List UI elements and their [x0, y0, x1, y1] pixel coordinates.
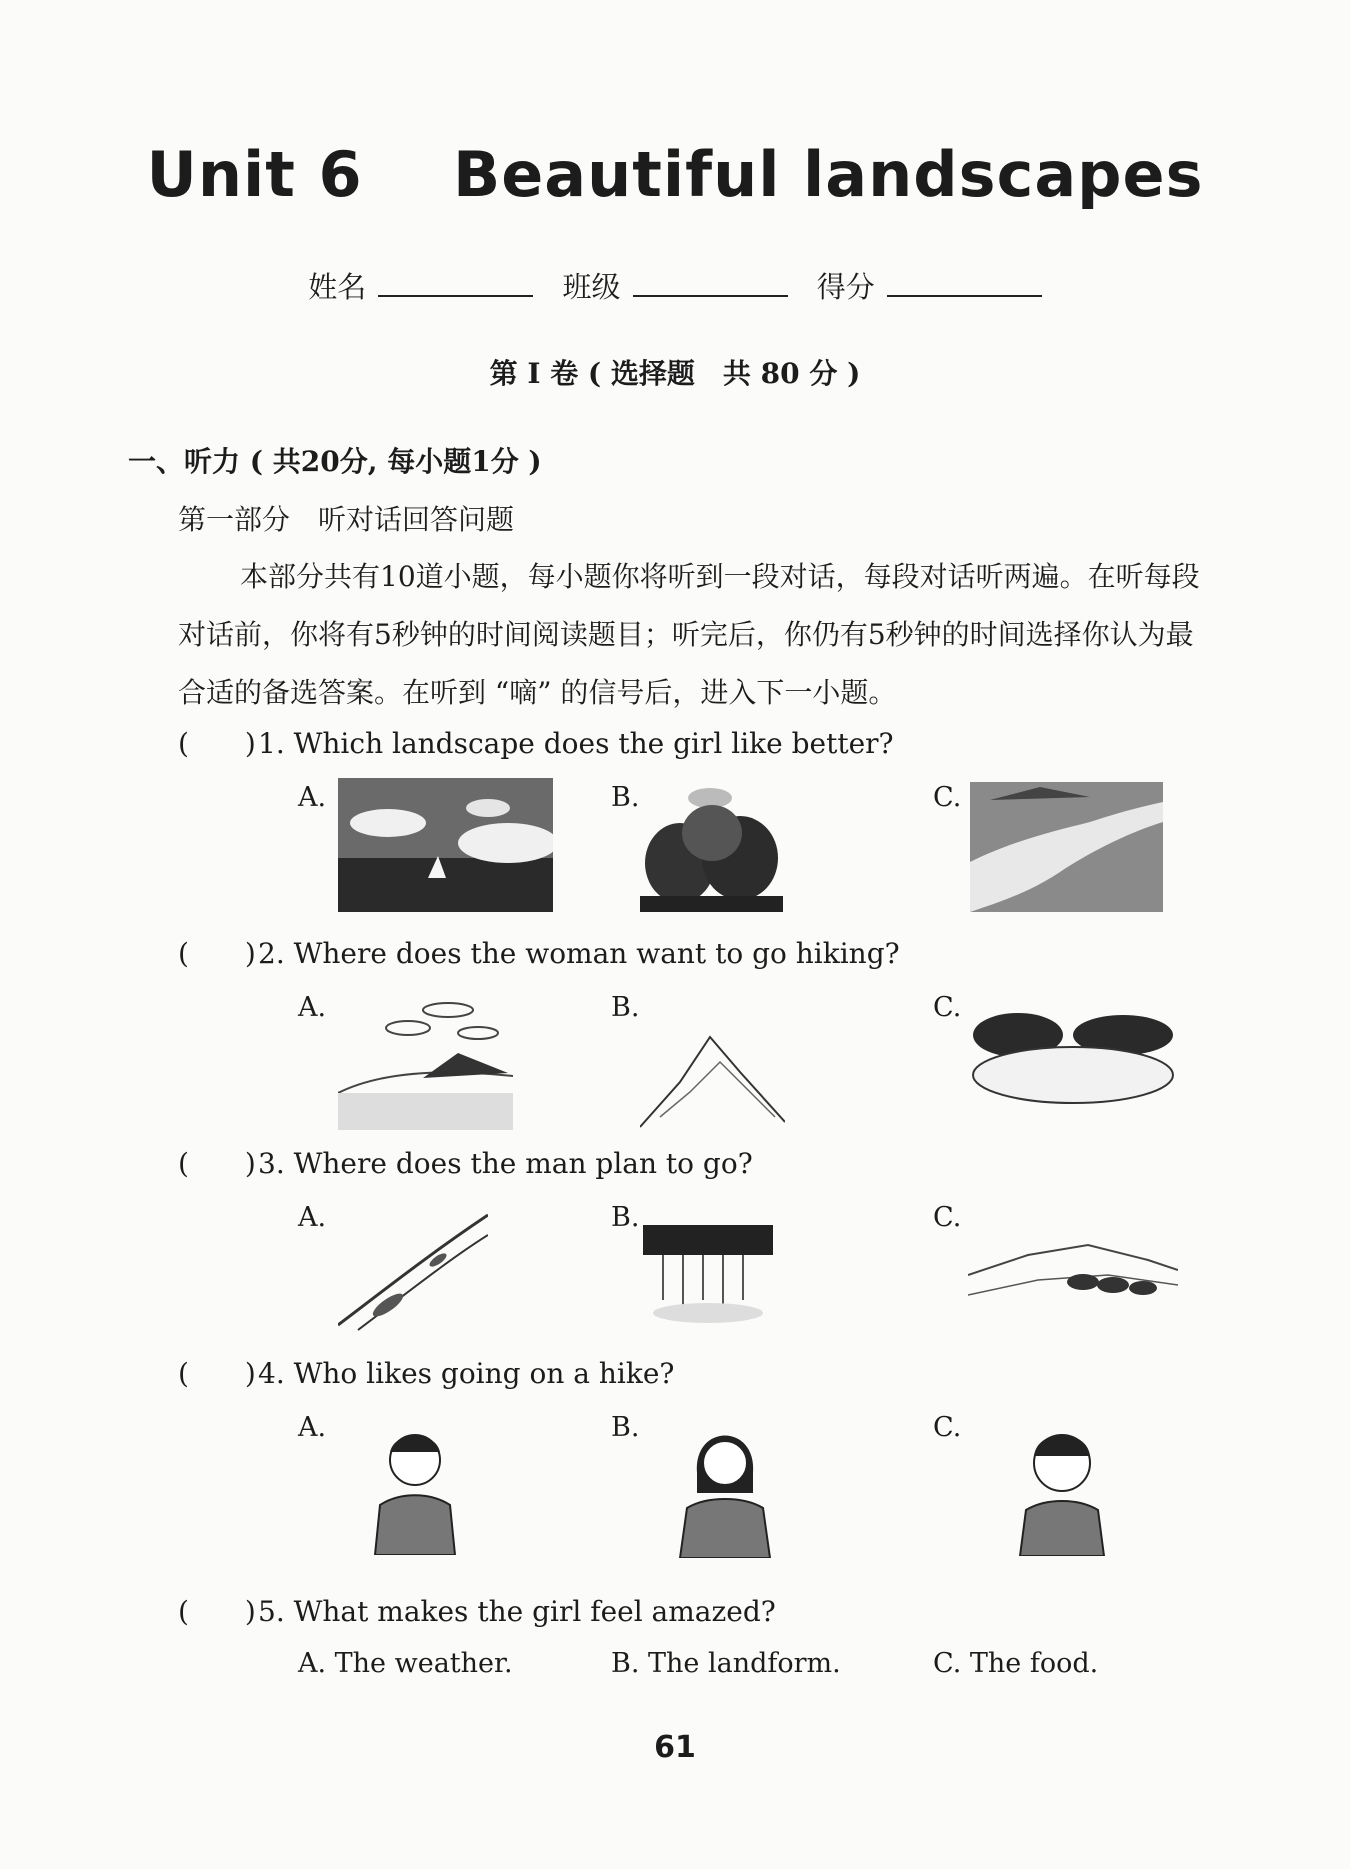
- student-info-fields: [0, 265, 1350, 306]
- answer-paren[interactable]: ( ): [178, 1147, 256, 1180]
- option-label: A.: [298, 1202, 327, 1233]
- answer-paren[interactable]: ( ): [178, 1357, 256, 1390]
- option-label: B.: [611, 1202, 640, 1233]
- boy-c-image: [1012, 1418, 1112, 1556]
- waterfall-image: [643, 1205, 773, 1330]
- score-label: 得分: [816, 270, 875, 304]
- answer-paren[interactable]: ( ): [178, 727, 256, 760]
- option-label: A.: [298, 1412, 327, 1443]
- question-4: [178, 1352, 674, 1392]
- option-label: B.: [611, 992, 640, 1023]
- question-text: 5. What makes the girl feel amazed?: [258, 1595, 776, 1628]
- question-text: 1. Which landscape does the girl like better?: [258, 727, 894, 760]
- option-label: C.: [933, 1412, 962, 1443]
- option-label: C.: [933, 992, 962, 1023]
- option-label: B.: [611, 782, 640, 813]
- answer-paren[interactable]: ( ): [178, 937, 256, 970]
- river-boats-image: [338, 1205, 488, 1335]
- question-text: 4. Who likes going on a hike?: [258, 1357, 675, 1390]
- lake-trees-image: [968, 1010, 1178, 1110]
- option-label: A.: [298, 992, 327, 1023]
- name-label: 姓名: [308, 270, 367, 304]
- class-blank[interactable]: [633, 271, 788, 297]
- option-label: C.: [933, 1202, 962, 1233]
- question-3: [178, 1142, 753, 1182]
- question-text: 3. Where does the man plan to go?: [258, 1147, 753, 1180]
- woman-b-image: [675, 1418, 775, 1558]
- forest-image: [640, 778, 783, 912]
- score-field[interactable]: [817, 265, 1042, 306]
- score-blank[interactable]: [887, 271, 1042, 297]
- class-field[interactable]: [562, 265, 787, 306]
- option-a-text: A. The weather.: [298, 1648, 513, 1679]
- answer-paren[interactable]: ( ): [178, 1595, 256, 1628]
- question-5: [178, 1590, 776, 1630]
- option-b-text: B. The landform.: [611, 1648, 841, 1679]
- mountain-image: [640, 1022, 785, 1132]
- section-heading: 一、听力 ( 共20分, 每小题1分 ): [128, 445, 542, 478]
- desert-camels-image: [968, 1240, 1178, 1320]
- instructions: 本部分共有10道小题，每小题你将听到一段对话，每段对话听两遍。在听每段对话前，你将有5秒钟的时间阅读题目；听完后，你仍有5秒钟的时间选择你认为最合适的备选答案。在听到 “嘀” 的信号后，进入下一小题。: [178, 560, 1200, 709]
- option-label: B.: [611, 1412, 640, 1443]
- name-blank[interactable]: [378, 271, 533, 297]
- river-image: [970, 782, 1163, 912]
- part-heading: 第一部分 听对话回答问题: [178, 503, 515, 536]
- sea-clouds-image: [338, 778, 553, 912]
- class-label: 班级: [562, 270, 621, 304]
- boy-a-image: [370, 1420, 460, 1555]
- volume-heading: 第 I 卷 ( 选择题 共 80 分 ): [489, 357, 861, 390]
- question-1: [178, 722, 894, 762]
- name-field[interactable]: [308, 265, 533, 306]
- option-c-text: C. The food.: [933, 1648, 1099, 1679]
- question-text: 2. Where does the woman want to go hiking?: [258, 937, 900, 970]
- island-image: [338, 998, 513, 1130]
- option-label: A.: [298, 782, 327, 813]
- question-2: [178, 932, 900, 972]
- page-number: 61: [654, 1730, 696, 1765]
- option-label: C.: [933, 782, 962, 813]
- page-title: Unit 6 Beautiful landscapes: [146, 138, 1204, 211]
